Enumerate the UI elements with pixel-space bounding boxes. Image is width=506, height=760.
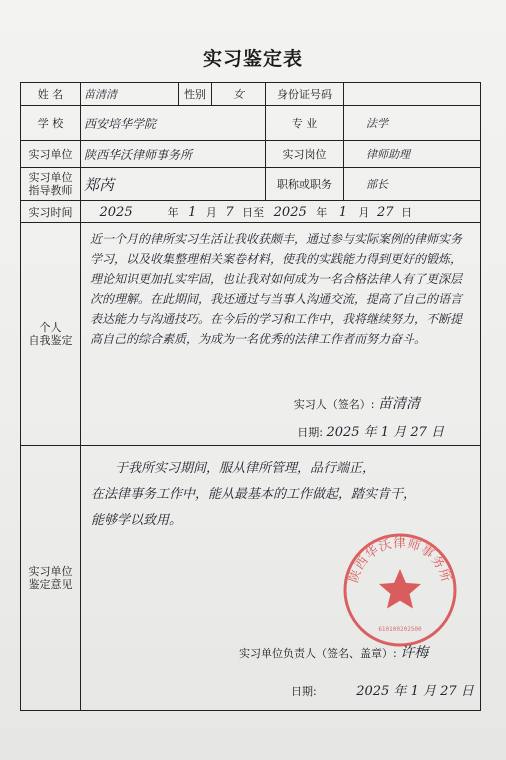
- seal-number-text: 610100202500: [378, 626, 422, 633]
- opinion-label: [21, 446, 81, 711]
- gender-value: 女: [212, 83, 266, 106]
- unit-date-line: [291, 680, 474, 699]
- self-date-label: 日期:: [297, 426, 323, 439]
- self-eval-label: [21, 223, 81, 446]
- start-day-unit: 日至: [242, 205, 265, 219]
- end-year-unit: 年: [316, 205, 328, 219]
- opinion-label-line2: 鉴定意见: [28, 578, 73, 591]
- opinion-text: [91, 456, 472, 534]
- end-year: 2025: [273, 204, 307, 220]
- seal-star-icon: [379, 569, 421, 609]
- start-day: 7: [225, 204, 234, 220]
- form-title: 实习鉴定表: [202, 48, 303, 70]
- unit-date: 2025 年 1 月 27 日: [356, 684, 474, 699]
- unit-head-signature: 许梅: [400, 645, 429, 661]
- school-label: 学 校: [21, 106, 81, 141]
- opinion-line-b: 在法律事务工作中，能从最基本的工作做起，踏实肯干，: [91, 487, 417, 502]
- official-seal: [341, 531, 459, 649]
- id-number-label: 身份证号码: [266, 83, 344, 106]
- advisor-label: [21, 168, 81, 201]
- position-value: 律师助理: [344, 141, 481, 168]
- start-month-unit: 月: [205, 205, 217, 219]
- name-label: 姓 名: [21, 83, 81, 106]
- period-label: 实习时间: [21, 201, 81, 223]
- self-eval-label-line1: 个人: [39, 321, 62, 334]
- advisor-value: 郑芮: [81, 168, 266, 201]
- advisor-label-line1: 实习单位: [28, 171, 73, 184]
- appraisal-form-table: [20, 82, 481, 711]
- unit-label: 实习单位: [21, 141, 81, 168]
- unit-head-label: 实习单位负责人（签名、盖章）:: [239, 647, 397, 660]
- opinion-cell: [81, 446, 481, 711]
- position-label: 实习岗位: [266, 141, 344, 168]
- end-day: 27: [377, 204, 394, 220]
- title-duty-label: 职称或职务: [266, 168, 344, 201]
- unit-head-line: [239, 642, 428, 662]
- intern-sign-label: 实习人（签名）:: [293, 398, 375, 411]
- title-duty-value: 部长: [344, 168, 481, 201]
- gender-label: 性别: [179, 83, 212, 106]
- unit-date-label: 日期:: [291, 685, 317, 698]
- unit-value: 陕西华沃律师事务所: [81, 141, 266, 168]
- intern-signature-line: [294, 393, 420, 413]
- self-date-line: [297, 421, 444, 440]
- seal-name-text: 陕西华沃律师事务所: [345, 535, 455, 585]
- self-date: 2025 年 1 月 27 日: [326, 425, 444, 440]
- period-value: [81, 201, 481, 223]
- start-month: 1: [188, 204, 197, 220]
- end-day-unit: 日: [401, 205, 413, 219]
- self-eval-label-line2: 自我鉴定: [28, 334, 73, 347]
- self-eval-text: 近一个月的律所实习生活让我收获颇丰，通过参与实际案例的律师实务学习，以及收集整理相关案卷材料，使我的实践能力得到更好的锻炼，理论知识更加扎实牢固，也让我对如何成为一名合格法律人有了更深层次的理解。在此期间，我还通过与当事人沟通交流，提高了自己的语言表达能力与沟通技巧。在今后的学习和工作中，我将继续努力，不断提高自己的综合素质，为成为一名优秀的法律工作者而努力奋斗。: [90, 232, 463, 346]
- school-value: 西安培华学院: [81, 106, 266, 141]
- major-value: 法学: [344, 106, 481, 141]
- id-number-value: [344, 83, 481, 106]
- opinion-line-c: 能够学以致用。: [91, 513, 183, 528]
- end-month: 1: [338, 204, 348, 220]
- end-month-unit: 月: [358, 205, 370, 219]
- start-year-unit: 年: [167, 205, 179, 219]
- start-year: 2025: [99, 204, 133, 220]
- opinion-label-line1: 实习单位: [28, 565, 73, 578]
- opinion-line-a: 于我所实习期间，服从律所管理，品行端正，: [115, 461, 376, 476]
- self-eval-cell: [81, 223, 481, 446]
- name-value: 苗清清: [81, 83, 179, 106]
- major-label: 专 业: [266, 106, 344, 141]
- intern-signature: 苗清清: [378, 396, 420, 412]
- advisor-label-line2: 指导教师: [28, 184, 73, 197]
